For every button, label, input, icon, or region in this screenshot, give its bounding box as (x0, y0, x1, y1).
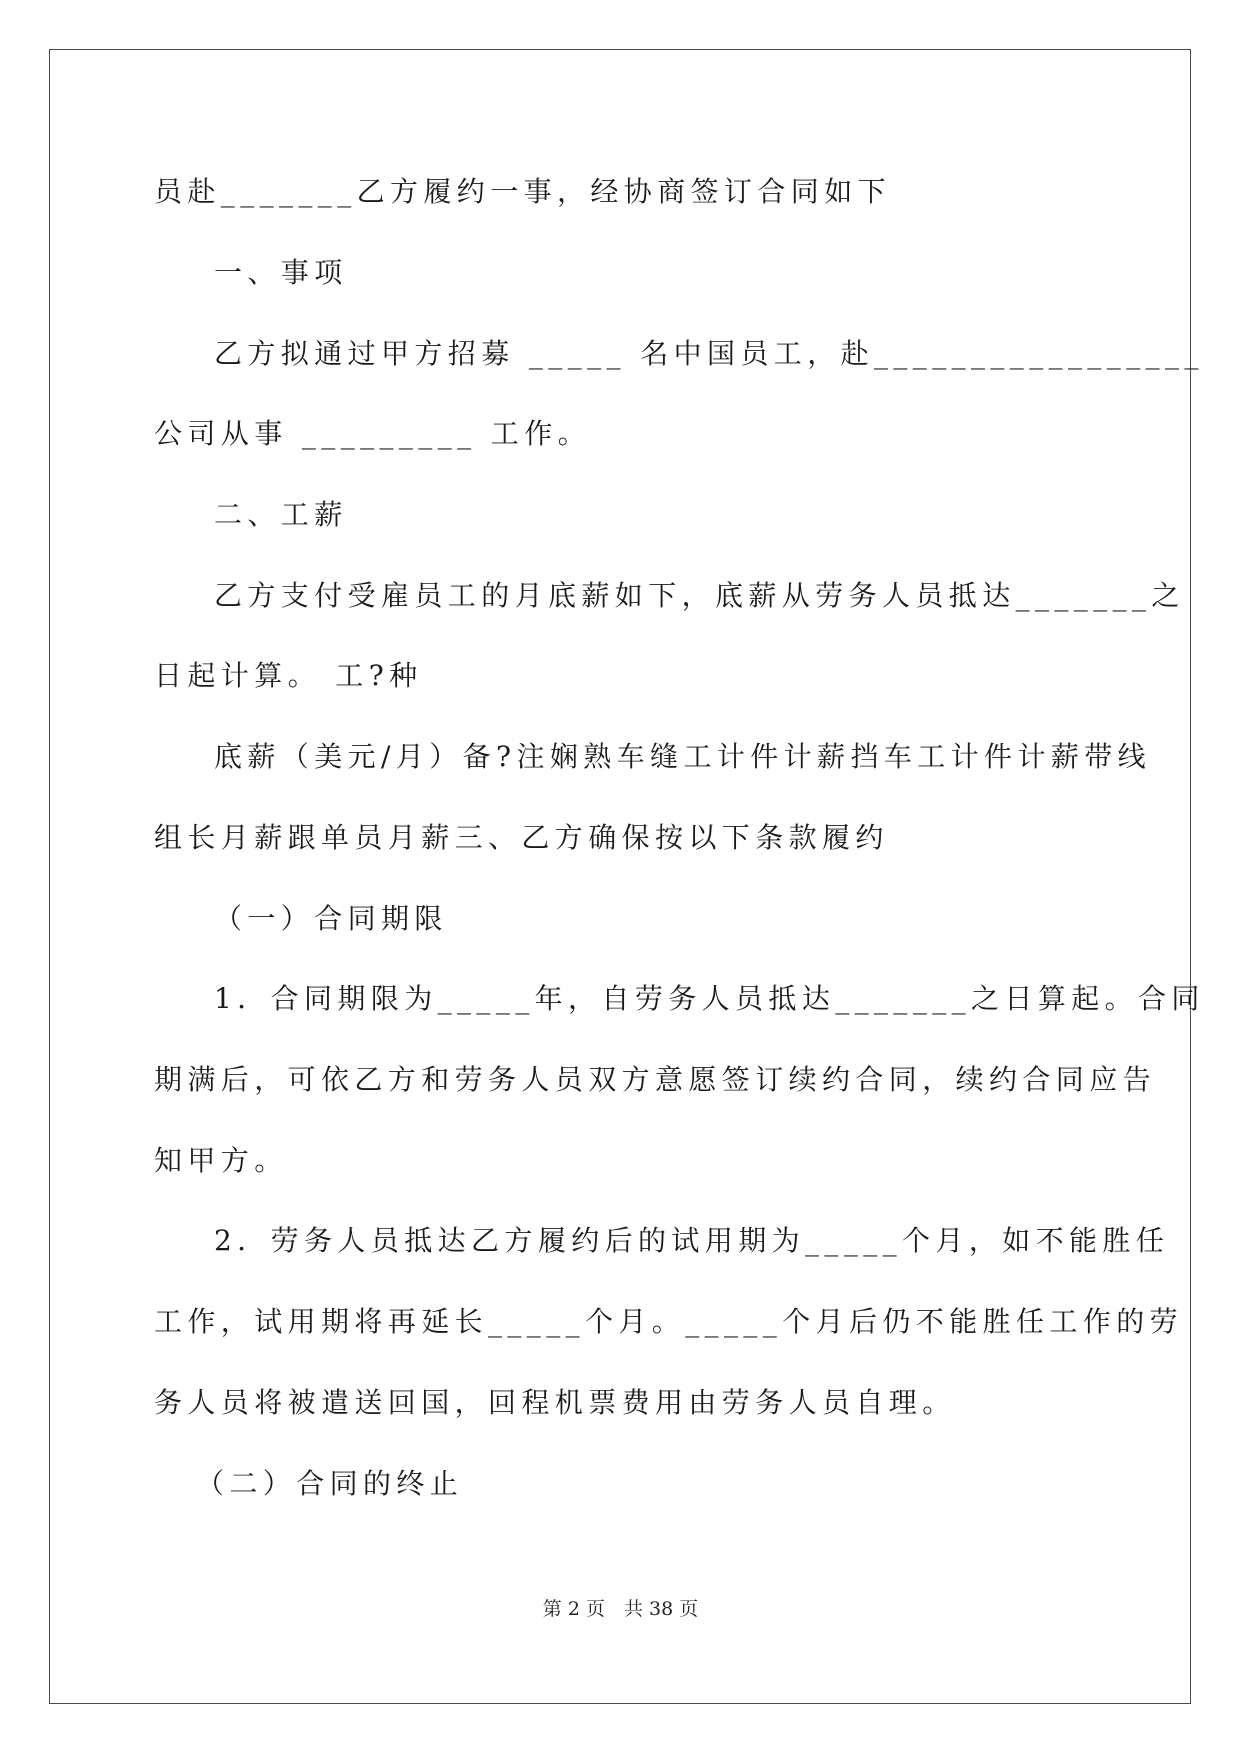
text-line: 公司从事 _________ 工作。 (154, 417, 592, 450)
subsection-heading-term: （一）合同期限 (214, 902, 448, 935)
page-frame (49, 49, 1191, 1704)
section-heading-items: 一、事项 (214, 256, 348, 289)
text-line: 期满后，可依乙方和劳务人员双方意愿签订续约合同，续约合同应告 (154, 1063, 1157, 1096)
text-line: 2．劳务人员抵达乙方履约后的试用期为_____个月，如不能胜任 (214, 1224, 1170, 1257)
text-line: 工作，试用期将再延长_____个月。_____个月后仍不能胜任工作的劳 (154, 1305, 1184, 1338)
page-number-label: 第 2 页 共 38 页 (542, 1598, 699, 1620)
page-number-footer (0, 1597, 1241, 1621)
text-line: 知甲方。 (154, 1144, 288, 1177)
text-line: 务人员将被遣送回国，回程机票费用由劳务人员自理。 (154, 1386, 956, 1419)
text-line: 员赴_______乙方履约一事，经协商签订合同如下 (154, 175, 892, 208)
text-line: 乙方支付受雇员工的月底薪如下，底薪从劳务人员抵达_______之 (214, 579, 1185, 612)
subsection-heading-termination: （二）合同的终止 (196, 1467, 464, 1500)
text-line: 日起计算。 工?种 (154, 659, 423, 692)
text-line: 底薪（美元/月）备?注娴熟车缝工计件计薪挡车工计件计薪带线 (214, 740, 1152, 773)
section-heading-salary: 二、工薪 (214, 498, 348, 531)
text-line: 1．合同期限为_____年，自劳务人员抵达_______之日算起。合同 (214, 982, 1205, 1015)
text-line: 组长月薪跟单员月薪三、乙方确保按以下条款履约 (154, 821, 889, 854)
text-line: 乙方拟通过甲方招募 _____ 名中国员工，赴_________________ (214, 337, 1204, 370)
